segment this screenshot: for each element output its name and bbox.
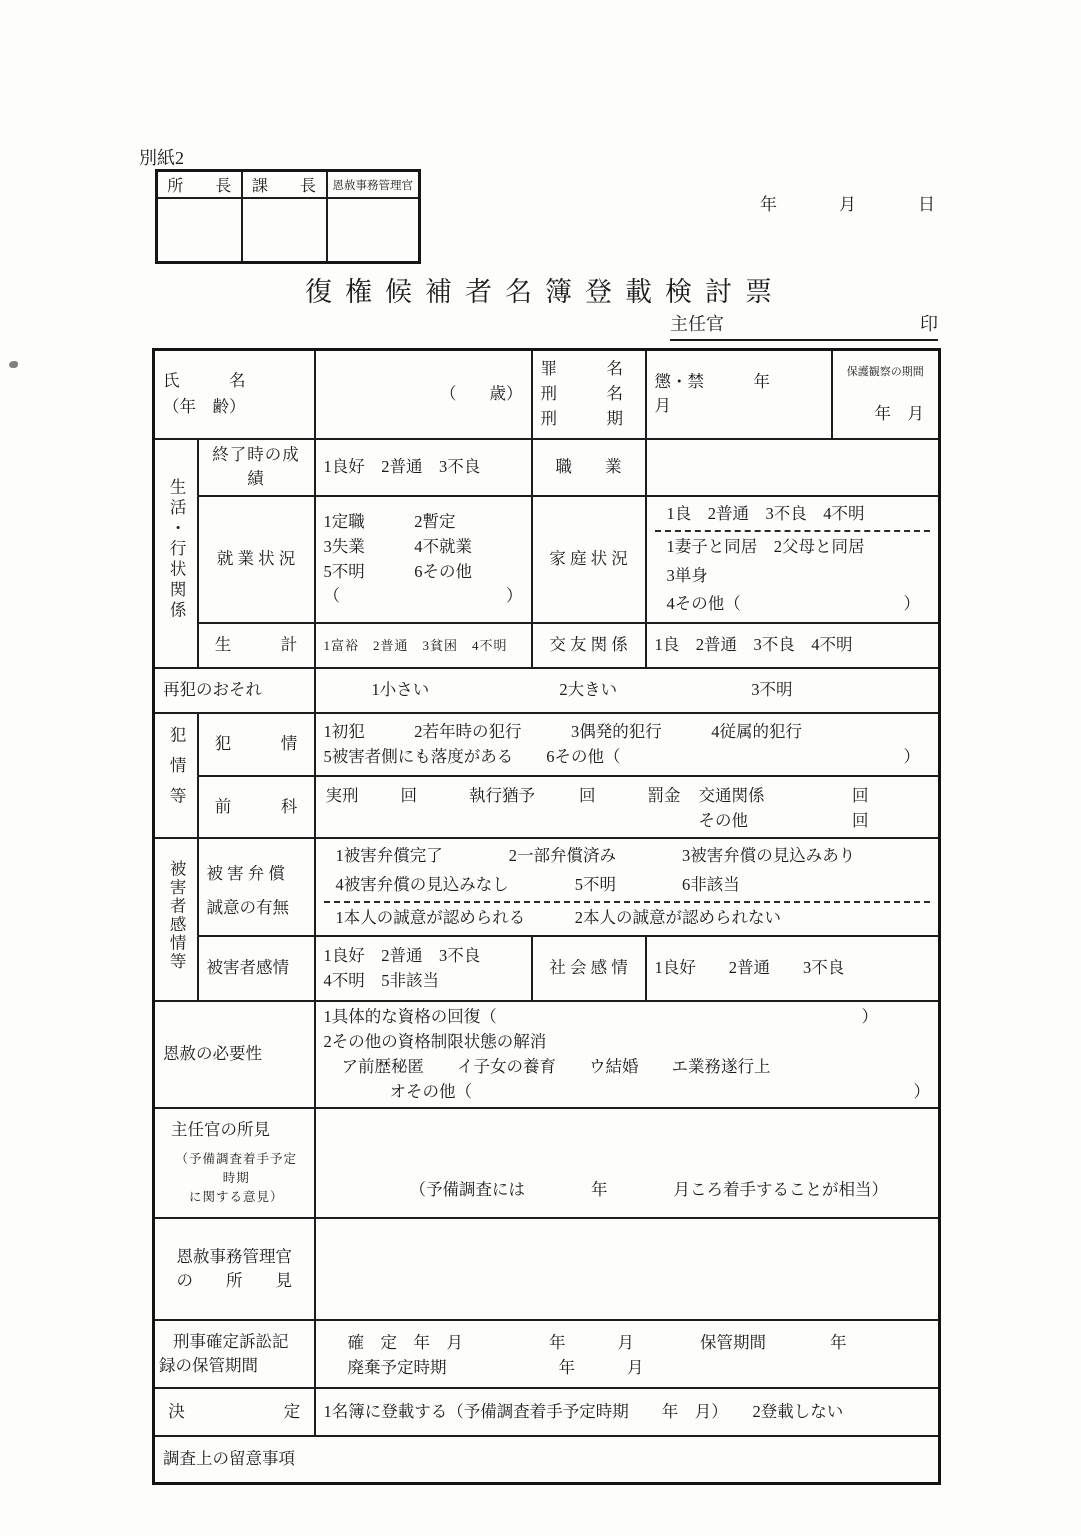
examiner-signature-line: [670, 310, 938, 341]
row-livelihood: [154, 623, 940, 668]
victim-sentiment-label: 被害者感情: [198, 936, 315, 1001]
crime-label-cell: [532, 350, 646, 439]
friends-options: 1良 2普通 3不良 4不明: [646, 623, 940, 668]
employment-options: 1定職 2暫定 3失業 4不就業 5不明 6その他 （ ）: [315, 496, 532, 623]
form-table: [152, 348, 941, 1485]
family-label: 家 庭 状 況: [532, 496, 646, 623]
family-options: 1良 2普通 3不良 4不明 1妻子と同居 2父母と同居 3単身 4その他（ ）: [646, 496, 940, 623]
sincerity-label: 誠意の有無: [206, 898, 289, 918]
survey-notes-label: 調査上の留意事項: [154, 1436, 940, 1483]
recidivism-options: 1小さい 2大きい 3不明: [315, 668, 940, 713]
retention-label-cell: 刑事確定訴訟記 録の保管期間: [154, 1320, 315, 1388]
section-victim-sentiment: 被害者感情等: [154, 838, 198, 1001]
row-criminal-record: [154, 776, 940, 838]
probation-period-label: 保護観察の期間: [846, 365, 924, 378]
approval-stamp-table: [155, 169, 421, 264]
friends-label: 交 友 関 係: [532, 623, 646, 668]
chief-opinion-sublabel: （予備調査着手予定時期 に関する意見）: [175, 1152, 297, 1204]
necessity-label: 恩赦の必要性: [154, 1001, 315, 1108]
page-title: 復権候補者名簿登載検討票: [305, 277, 785, 307]
occupation-entry-cell: [646, 439, 940, 497]
livelihood-options: 1富裕 2普通 3貧困 4不明: [315, 623, 532, 668]
record-label: 前 科: [198, 776, 315, 838]
record-options: 実刑 回 執行猶予 回 罰金 交通関係 回 その他 回: [315, 776, 940, 838]
row-compensation: [154, 838, 940, 936]
age-label: （年 齢）: [163, 397, 246, 417]
date-line: [760, 190, 935, 215]
row-victim-sentiment: [154, 936, 940, 1001]
livelihood-label: 生 計: [198, 623, 315, 668]
approval-stamp-box-section-chief: [242, 198, 327, 262]
row-name: [154, 350, 940, 439]
scan-artifact: [9, 361, 18, 368]
performance-label: 終了時の成績: [198, 439, 315, 497]
penalty-term-label: 刑 期: [540, 408, 623, 428]
attachment-label: 別紙2: [139, 148, 184, 168]
admin-opinion-content-cell: [315, 1218, 940, 1320]
examiner-seal-label: 印: [920, 314, 938, 334]
approval-stamp-box-director: [157, 198, 242, 262]
crime-name-label: 罪 名: [540, 359, 623, 379]
circumstances-label: 犯 情: [198, 713, 315, 776]
row-chief-opinion: [154, 1108, 940, 1218]
penalty-name-label: 刑 名: [540, 383, 623, 403]
victim-sentiment-options: 1良好 2普通 3不良 4不明 5非該当: [315, 936, 532, 1001]
chief-opinion-label-cell: [154, 1108, 315, 1218]
compensation-options: 1被害弁償完了 2一部弁償済み 3被害弁償の見込みあり 4被害弁償の見込みなし 5不明 6非該当 1本人の誠意が認められる 2本人の誠意が認められない: [315, 838, 940, 936]
probation-cell: [832, 350, 940, 439]
employment-label: 就 業 状 況: [198, 496, 315, 623]
age-suffix: （ 歳）: [440, 383, 523, 403]
preliminary-survey-note: （予備調査には 年 月ころ着手することが相当）: [409, 1179, 888, 1199]
date-year-label: 年: [760, 195, 777, 214]
row-employment: [154, 496, 940, 623]
retention-content-cell: 確 定 年 月 年 月 保管期間 年 廃棄予定時期 年 月: [315, 1320, 940, 1388]
chief-opinion-label: 主任官の所見: [171, 1120, 270, 1140]
date-day-label: 日: [918, 195, 935, 214]
row-pardon-necessity: [154, 1001, 940, 1108]
circumstances-options: 1初犯 2若年時の犯行 3偶発的犯行 4従属的犯行 5被害者側にも落度がある 6その他（ ）: [315, 713, 940, 776]
approval-header-director: 所 長: [157, 171, 242, 199]
decision-label: 決 定: [154, 1388, 315, 1436]
row-decision: [154, 1388, 940, 1436]
row-offense-circumstances: [154, 713, 940, 776]
performance-options: 1良好 2普通 3不良: [315, 439, 532, 497]
probation-period-value: 年 月: [874, 404, 924, 424]
recidivism-label: 再犯のおそれ: [154, 668, 315, 713]
row-performance: [154, 439, 940, 497]
compensation-label-cell: [198, 838, 315, 936]
approval-header-pardon-admin: 恩赦事務管理官: [327, 171, 420, 199]
name-label: 氏 名: [163, 370, 246, 390]
decision-options: 1名簿に登載する（予備調査着手予定時期 年 月） 2登載しない: [315, 1388, 940, 1436]
name-label-cell: [154, 350, 315, 439]
row-admin-opinion: [154, 1218, 940, 1320]
row-survey-notes: [154, 1436, 940, 1483]
sentence-cell: [646, 350, 832, 439]
row-recidivism: [154, 668, 940, 713]
approval-stamp-box-pardon-admin: [327, 198, 420, 262]
examiner-label: 主任官: [670, 314, 724, 334]
admin-opinion-label-cell: 恩赦事務管理官 の 所 見: [154, 1218, 315, 1320]
compensation-label: 被 害 弁 償: [206, 864, 285, 884]
approval-header-section-chief: 課 長: [242, 171, 327, 199]
row-records-retention: [154, 1320, 940, 1388]
occupation-label: 職 業: [532, 439, 646, 497]
chief-opinion-content-cell: [315, 1108, 940, 1218]
social-sentiment-label: 社 会 感 情: [532, 936, 646, 1001]
necessity-options: 1具体的な資格の回復（ ） 2その他の資格制限状態の解消 ア前歴秘匿 イ子女の養育 ウ結婚 エ業務遂行上 オその他（ ）: [315, 1001, 940, 1108]
dashed-divider: [655, 530, 931, 532]
sentence-label: 懲・禁 年 月: [654, 371, 820, 416]
section-life-conduct: 生活・行状関係: [154, 439, 198, 669]
name-entry-cell: [315, 350, 532, 439]
social-sentiment-options: 1良好 2普通 3不良: [646, 936, 940, 1001]
dashed-divider: [324, 901, 931, 903]
section-offense: 犯情等: [154, 713, 198, 838]
date-month-label: 月: [839, 195, 856, 214]
